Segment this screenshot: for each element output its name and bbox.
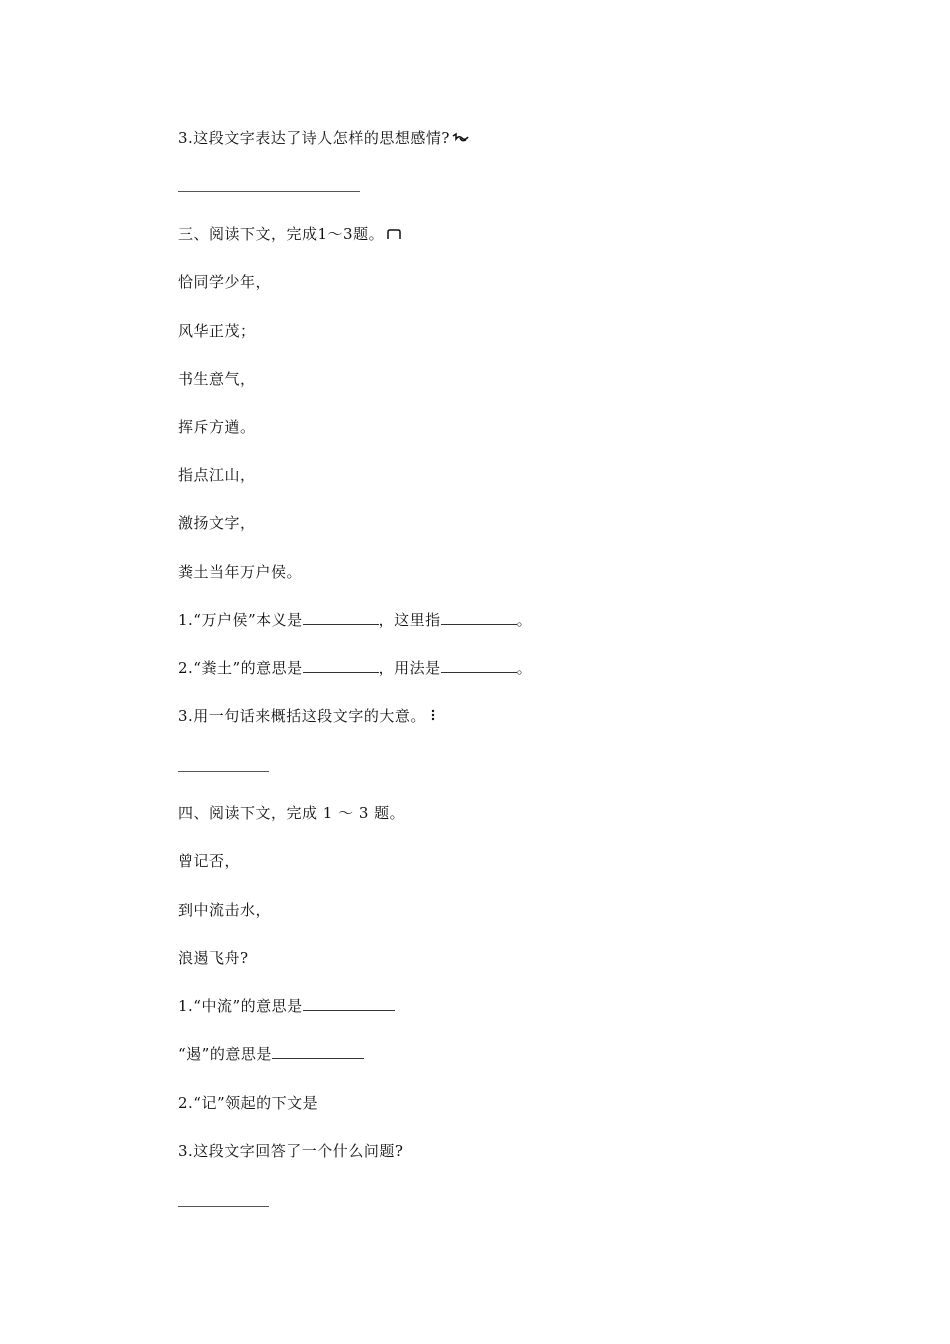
question-text: 1.“万户侯”本义是: [178, 611, 303, 629]
section2-question-3: [178, 128, 470, 149]
answer-blank[interactable]: [441, 658, 517, 673]
section4-question-1b: [178, 1044, 364, 1064]
question-text: “遏”的意思是: [178, 1045, 272, 1063]
poem-line: 到中流击水，: [178, 901, 272, 919]
section4-heading: 四、阅读下文，完成 1 ～ 3 题。: [178, 804, 406, 822]
section3-heading: [178, 224, 402, 245]
section3-question-2: [178, 658, 532, 678]
section3-question-3-text: 3.用一句话来概括这段文字的大意。: [178, 707, 426, 725]
question-text: 。: [516, 659, 533, 677]
answer-blank[interactable]: [303, 658, 379, 673]
poem-line: 粪土当年万户侯。: [178, 563, 303, 581]
answer-line: [178, 771, 269, 772]
poem-line: 指点江山，: [178, 466, 256, 484]
section4-question-1a: [178, 996, 395, 1016]
poem-line: 激扬文字，: [178, 514, 256, 532]
section4-question-3: 3.这段文字回答了一个什么问题?: [178, 1142, 404, 1160]
question-text: 。: [516, 611, 533, 629]
answer-blank[interactable]: [303, 610, 379, 625]
dots-mark-icon: [428, 707, 438, 727]
section3-heading-text: 三、阅读下文，完成1～3题。: [178, 225, 385, 243]
bracket-mark-icon: [386, 225, 402, 245]
section3-question-1: [178, 610, 532, 630]
question-text: 2.“粪土”的意思是: [178, 659, 303, 677]
poem-line: 恰同学少年，: [178, 273, 272, 291]
answer-blank[interactable]: [303, 996, 395, 1011]
section2-question-3-text: 3.这段文字表达了诗人怎样的思想感情?: [178, 129, 450, 147]
answer-blank[interactable]: [272, 1044, 364, 1059]
answer-line: [178, 191, 360, 192]
scribble-mark-icon: [452, 129, 470, 149]
question-text: 1.“中流”的意思是: [178, 997, 303, 1015]
section4-question-2: 2.“记”领起的下文是: [178, 1094, 319, 1112]
poem-line: 浪遏飞舟?: [178, 949, 249, 967]
question-text: ，用法是: [378, 659, 441, 677]
poem-line: 曾记否，: [178, 852, 241, 870]
poem-line: 挥斥方遒。: [178, 418, 256, 436]
section3-question-3: [178, 706, 438, 727]
answer-line: [178, 1206, 269, 1207]
question-text: ，这里指: [378, 611, 441, 629]
answer-blank[interactable]: [441, 610, 517, 625]
poem-line: 风华正茂；: [178, 322, 256, 340]
poem-line: 书生意气，: [178, 370, 256, 388]
